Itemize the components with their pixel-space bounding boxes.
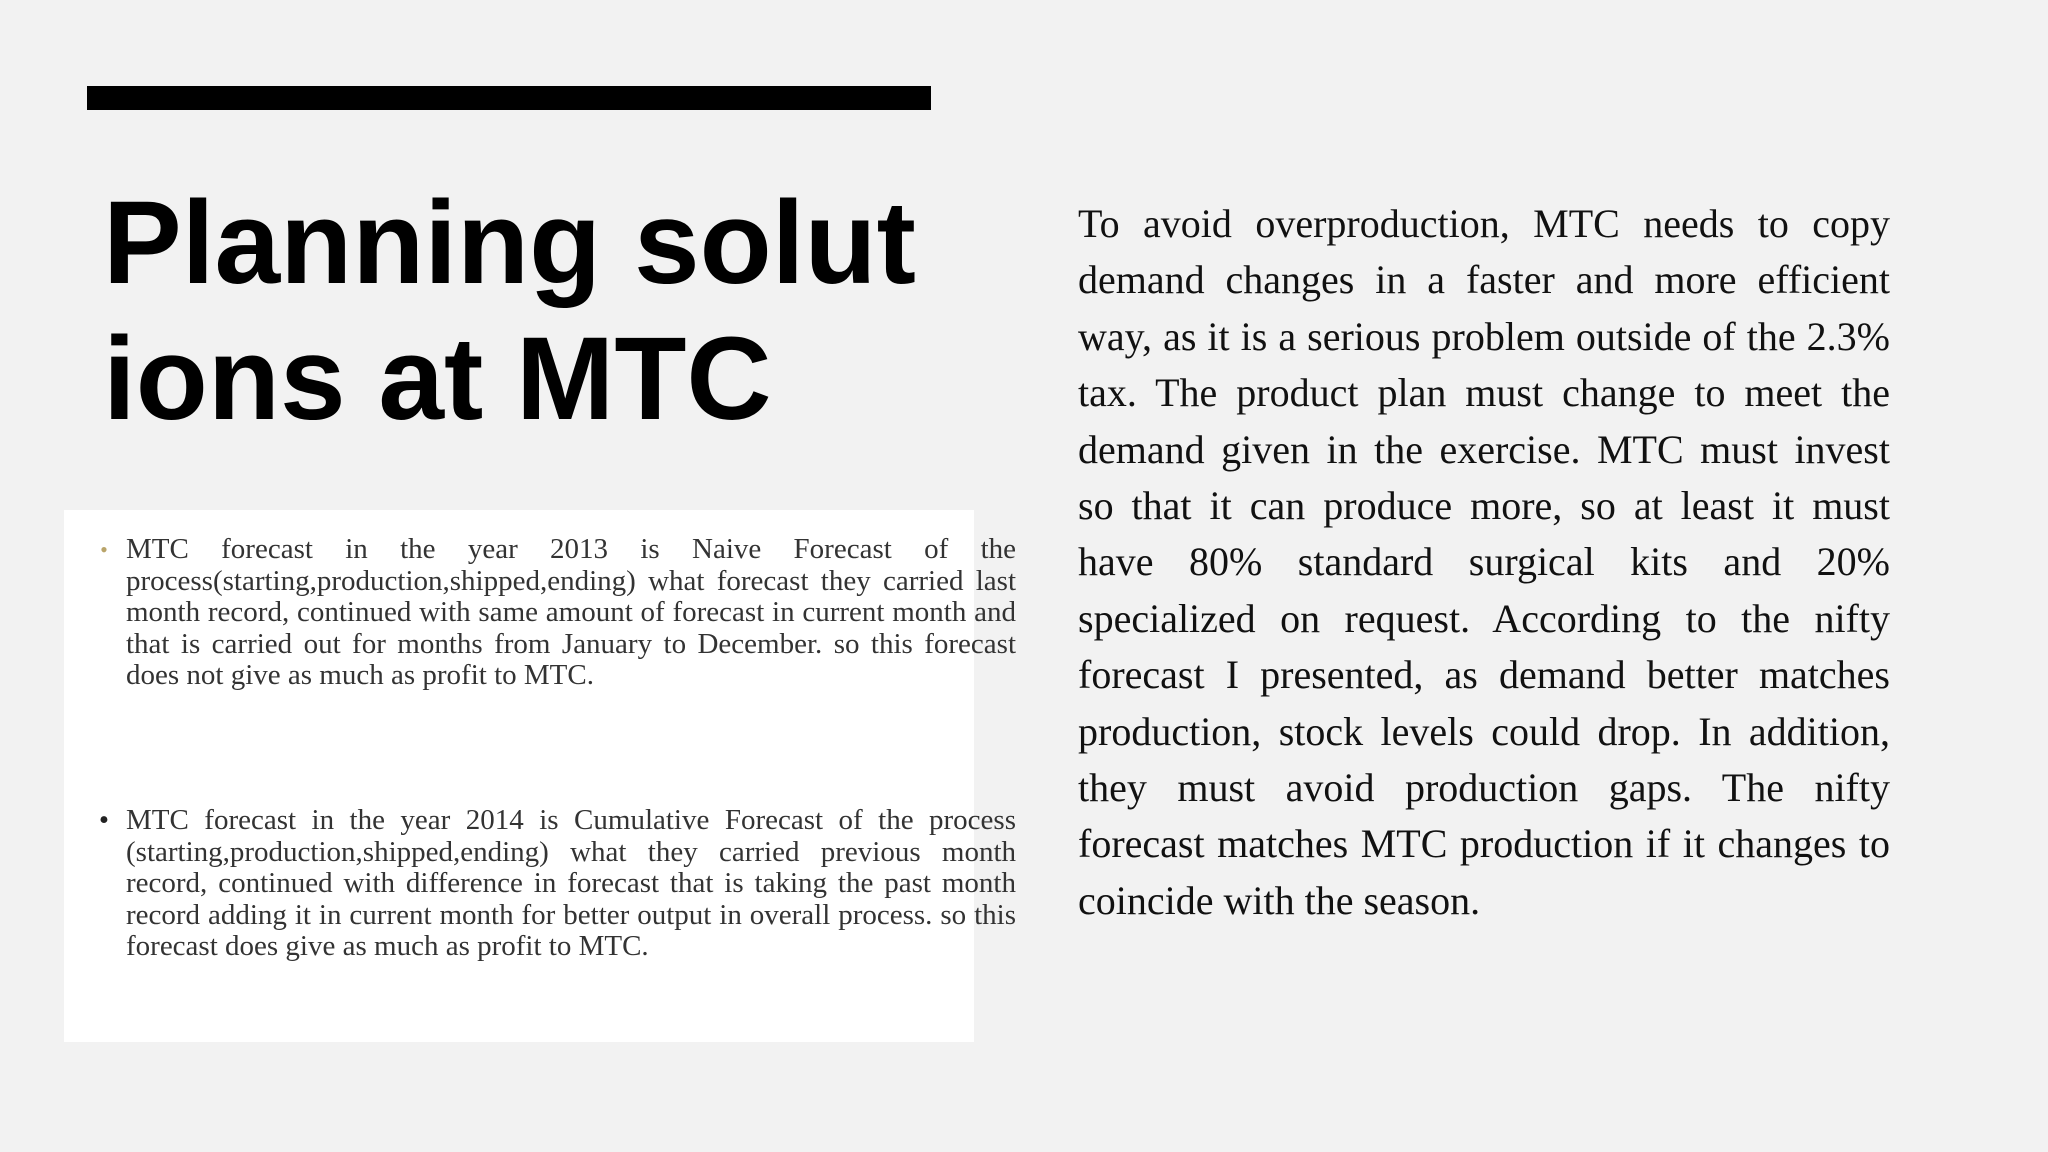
slide-title [103, 175, 963, 447]
image-bullet-2014 [98, 804, 1016, 963]
title-accent-bar [87, 86, 931, 110]
image-bullet-text: MTC forecast in the year 2014 is Cumulative Forecast of the process (starting,production,shipped,ending) what they carried previous month record, continued with difference in forecast that is taking the past month record adding it in current month for better output in overall process. so this forecast does give as much as profit to MTC. [126, 804, 1016, 962]
bullet-dot-icon: • [100, 537, 108, 562]
bullet-dot-icon: • [98, 804, 110, 836]
slide-title-line-1: Planning solut [103, 177, 916, 309]
slide-title-line-2: ions at MTC [103, 313, 772, 445]
image-bullet-2013 [100, 533, 1016, 692]
embedded-text-image [64, 510, 1016, 1042]
body-paragraph: To avoid overproduction, MTC needs to copy demand changes in a faster and more efficient way, as it is a serious problem outside of the 2.3% tax. The product plan must change to meet the demand given in the exercise. MTC must invest so that it can produce more, so at least it must have 80% standard surgical kits and 20% specialized on request. According to the nifty forecast I presented, as demand better matches production, stock levels could drop. In addition, they must avoid production gaps. The nifty forecast matches MTC production if it changes to coincide with the season. [1078, 201, 1890, 923]
image-bullet-text: MTC forecast in the year 2013 is Naive Forecast of the process(starting,production,shipped,ending) what forecast they carried last month record, continued with same amount of forecast in current month and that is carried out for months from January to December. so this forecast does not give as much as profit to MTC. [126, 533, 1016, 691]
